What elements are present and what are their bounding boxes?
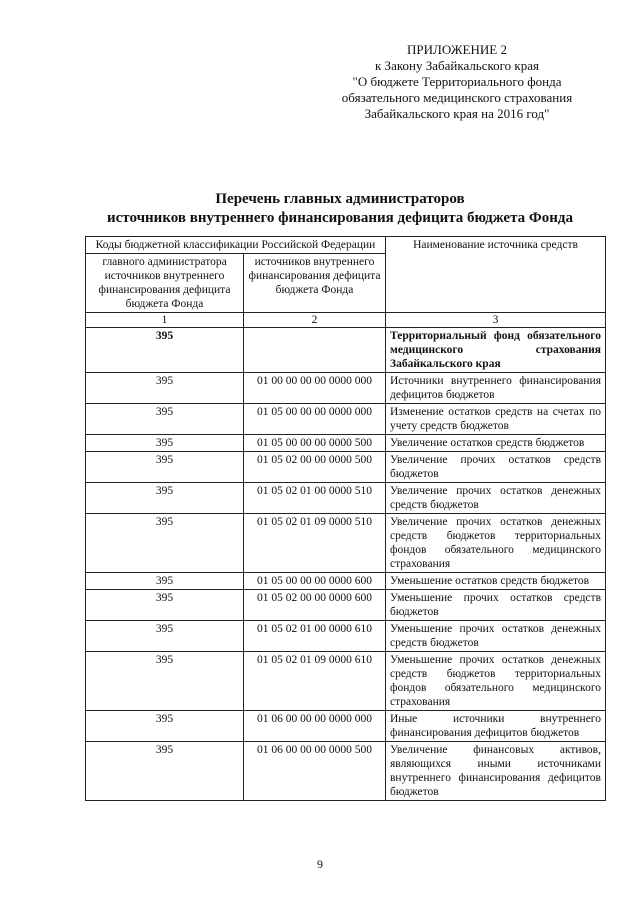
source-code-cell: 01 00 00 00 00 0000 000 [244, 373, 386, 404]
title-line: Перечень главных администраторов [215, 191, 465, 207]
source-name-cell: Изменение остатков средств на счетах по учету средств бюджетов [386, 404, 606, 435]
appendix-line: ПРИЛОЖЕНИЕ 2 [407, 42, 507, 57]
table-row [86, 373, 606, 404]
source-code-cell: 01 05 02 01 09 0000 610 [244, 652, 386, 711]
source-name-cell: Увеличение прочих остатков средств бюджетов [386, 452, 606, 483]
source-code-cell: 01 05 00 00 00 0000 000 [244, 404, 386, 435]
table-row [86, 435, 606, 452]
admin-code-cell: 395 [86, 573, 244, 590]
admin-code-cell: 395 [86, 652, 244, 711]
admin-code-cell: 395 [86, 328, 244, 373]
table-row [86, 711, 606, 742]
appendix-line: Забайкальского края на 2016 год" [364, 106, 550, 121]
source-name-cell: Увеличение прочих остатков денежных средств бюджетов территориальных фондов обязательного медицинского страхования [386, 514, 606, 573]
column-number-row [86, 313, 606, 328]
table-row [86, 452, 606, 483]
table-row [86, 590, 606, 621]
source-code-cell: 01 05 02 00 00 0000 500 [244, 452, 386, 483]
col3-header: Наименование источника средств [386, 237, 606, 313]
table-row [86, 514, 606, 573]
admin-code-cell: 395 [86, 514, 244, 573]
administrators-table [85, 236, 606, 801]
source-name-cell: Иные источники внутреннего финансирования дефицитов бюджетов [386, 711, 606, 742]
column-number: 2 [244, 313, 386, 328]
document-title [40, 190, 640, 228]
admin-code-cell: 395 [86, 373, 244, 404]
appendix-line: обязательного медицинского страхования [341, 90, 573, 105]
admin-code-cell: 395 [86, 483, 244, 514]
appendix-header [300, 42, 614, 122]
admin-code-cell: 395 [86, 590, 244, 621]
column-number: 3 [386, 313, 606, 328]
table-row [86, 742, 606, 801]
source-name-cell: Уменьшение остатков средств бюджетов [386, 573, 606, 590]
admin-code-cell: 395 [86, 404, 244, 435]
admin-code-cell: 395 [86, 742, 244, 801]
source-name-cell: Увеличение прочих остатков денежных средств бюджетов [386, 483, 606, 514]
appendix-line: "О бюджете Территориального фонда [352, 74, 562, 89]
source-name-cell: Увеличение финансовых активов, являющихся иными источниками внутреннего финансирования дефицитов бюджетов [386, 742, 606, 801]
appendix-line: к Закону Забайкальского края [374, 58, 539, 73]
column-number: 1 [86, 313, 244, 328]
source-code-cell: 01 05 00 00 00 0000 600 [244, 573, 386, 590]
source-code-cell: 01 05 02 01 00 0000 610 [244, 621, 386, 652]
source-code-cell: 01 05 02 01 09 0000 510 [244, 514, 386, 573]
source-name-cell: Уменьшение прочих остатков средств бюджетов [386, 590, 606, 621]
source-name-cell: Увеличение остатков средств бюджетов [386, 435, 606, 452]
title-line: источников внутреннего финансирования дефицита бюджета Фонда [107, 210, 573, 226]
admin-code-cell: 395 [86, 621, 244, 652]
source-name-cell: Источники внутреннего финансирования дефицитов бюджетов [386, 373, 606, 404]
table-row [86, 573, 606, 590]
page-number: 9 [317, 857, 323, 871]
source-code-cell: 01 05 02 00 00 0000 600 [244, 590, 386, 621]
admin-code-cell: 395 [86, 435, 244, 452]
source-code-cell: 01 05 00 00 00 0000 500 [244, 435, 386, 452]
source-code-cell: 01 06 00 00 00 0000 500 [244, 742, 386, 801]
table-row [86, 404, 606, 435]
table-row [86, 652, 606, 711]
admin-code-cell: 395 [86, 711, 244, 742]
source-name-cell: Уменьшение прочих остатков денежных средств бюджетов территориальных фондов обязательного медицинского страхования [386, 652, 606, 711]
source-name-cell: Территориальный фонд обязательного медицинского страхования Забайкальского края [386, 328, 606, 373]
source-code-cell: 01 06 00 00 00 0000 000 [244, 711, 386, 742]
table-header-row [86, 237, 606, 254]
table-row [86, 621, 606, 652]
source-code-cell [244, 328, 386, 373]
group-header: Коды бюджетной классификации Российской Федерации [86, 237, 386, 254]
admin-code-cell: 395 [86, 452, 244, 483]
source-code-cell: 01 05 02 01 00 0000 510 [244, 483, 386, 514]
table-row [86, 328, 606, 373]
col1-header: главного администратора источников внутреннего финансирования дефицита бюджета Фонда [86, 254, 244, 313]
source-name-cell: Уменьшение прочих остатков денежных средств бюджетов [386, 621, 606, 652]
table-row [86, 483, 606, 514]
col2-header: источников внутреннего финансирования дефицита бюджета Фонда [244, 254, 386, 313]
